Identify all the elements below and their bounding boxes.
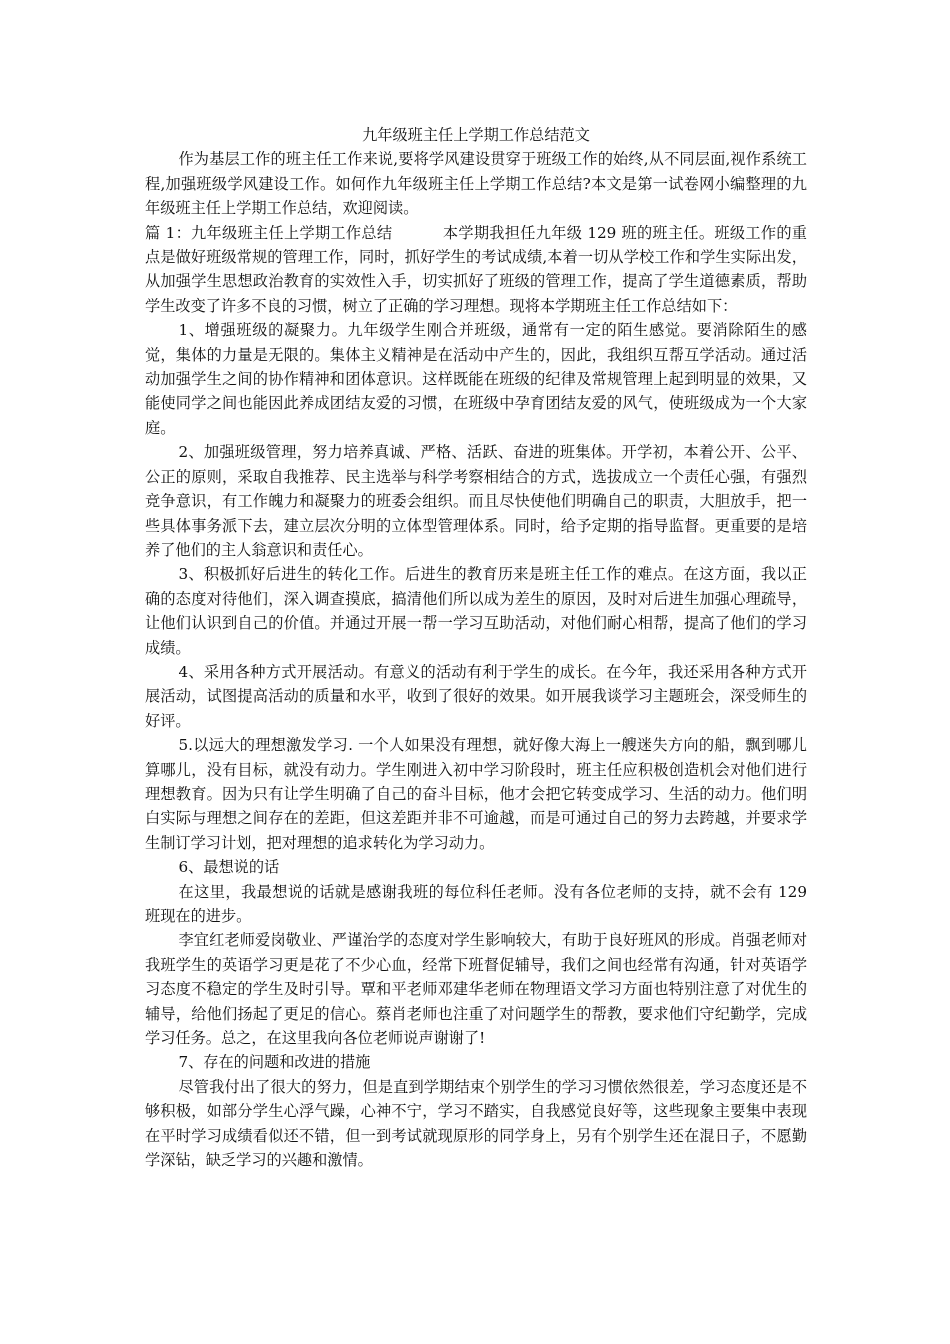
document-title: 九年级班主任上学期工作总结范文: [362, 126, 590, 144]
paragraph-2: 2、加强班级管理，努力培养真诚、严格、活跃、奋进的班集体。开学初，本着公开、公平、公正的原则，采取自我推荐、民主选举与科学考察相结合的方式，选拔成立一个责任心强，有强烈竞争意识，有工作魄力和凝聚力的班委会组织。而且尽快使他们明确自己的职责，大胆放手，把一些具体事务派下去，建立层次分明的立体型管理体系。同时，给予定期的指导监督。更重要的是培养了他们的主人翁意识和责任心。: [145, 443, 807, 559]
paragraph-3: 3、积极抓好后进生的转化工作。后进生的教育历来是班主任工作的难点。在这方面，我以正确的态度对待他们，深入调查摸底，搞清他们所以成为差生的原因，及时对后进生加强心理疏导，让他们认识到自己的价值。并通过开展一帮一学习互助活动，对他们耐心相帮，提高了他们的学习成绩。: [145, 565, 807, 657]
paragraph-7-body: 尽管我付出了很大的努力，但是直到学期结束个别学生的学习习惯依然很差，学习态度还是不够积极，如部分学生心浮气躁，心神不宁，学习不踏实，自我感觉良好等，这些现象主要集中表现在平时学习成绩看似还不错，但一到考试就现原形的同学身上，另有个别学生还在混日子，不愿勤学深钻，缺乏学习的兴趣和激情。: [145, 1077, 807, 1170]
paragraph-5: 5.以远大的理想激发学习. 一个人如果没有理想，就好像大海上一艘迷失方向的船，飘到哪儿算哪儿，没有目标，就没有动力。学生刚进入初中学习阶段时，班主任应积极创造机会对他们进行理想教育。因为只有让学生明确了自己的奋斗目标，他才会把它转变成学习、生活的动力。他们明白实际与理想之间存在的差距，但这差距并非不可逾越，而是可通过自己的努力去跨越，并要求学生制订学习计划，把对理想的追求转化为学习动力。: [145, 736, 807, 852]
document-page: [145, 123, 807, 1172]
paragraph-4: 4、采用各种方式开展活动。有意义的活动有利于学生的成长。在今年，我还采用各种方式开展活动，试图提高活动的质量和水平，收到了很好的效果。如开展我谈学习主题班会，深受师生的好评。: [145, 662, 807, 730]
section-paragraph: [145, 221, 807, 319]
paragraph-teachers: 李宜红老师爱岗敬业、严谨治学的态度对学生影响较大，有助于良好班风的形成。肖强老师对我班学生的英语学习更是花了不少心血，经常下班督促辅导，我们之间也经常有沟通，针对英语学习态度不稳定的学生及时引导。覃和平老师邓建华老师在物理语文学习方面也特别注意了对优生的辅导，给他们扬起了更足的信心。蔡肖老师也注重了对问题学生的帮教，要求他们守纪勤学，完成学习任务。总之，在这里我向各位老师说声谢谢了!: [145, 931, 807, 1048]
intro-paragraph: 作为基层工作的班主任工作来说,要将学风建设贯穿于班级工作的始终,从不同层面,视作系统工程,加强班级学风建设工作。如何作九年级班主任上学期工作总结?本文是第一试卷网小编整理的九年级班主任上学期工作总结，欢迎阅读。: [145, 150, 807, 218]
paragraph-6-body: 在这里，我最想说的话就是感谢我班的每位科任老师。没有各位老师的支持，就不会有 129 班现在的进步。: [145, 882, 807, 925]
paragraph-1: 1、增强班级的凝聚力。九年级学生刚合并班级，通常有一定的陌生感觉。要消除陌生的感觉，集体的力量是无限的。集体主义精神是在活动中产生的，因此，我组织互帮互学活动。通过活动加强学生之间的协作精神和团体意识。这样既能在班级的纪律及常规管理上起到明显的效果，又能使同学之间也能因此养成团结友爱的习惯，在班级中孕育团结友爱的风气，使班级成为一个大家庭。: [145, 321, 807, 437]
section-intro: 本学期我担任九年级 129 班的班主任。班级工作的重点是做好班级常规的管理工作，同时，抓好学生的考试成绩,本着一切从学校工作和学生实际出发，从加强学生思想政治教育的实效性入手，切实抓好了班级的管理工作，提高了学生道德素质，帮助学生改变了许多不良的习惯，树立了正确的学习理想。现将本学期班主任工作总结如下：: [145, 223, 807, 315]
paragraph-7-heading: 7、存在的问题和改进的措施: [178, 1053, 371, 1072]
paragraph-6-heading: 6、最想说的话: [178, 858, 280, 877]
section-heading: 篇 1：九年级班主任上学期工作总结: [145, 223, 393, 242]
